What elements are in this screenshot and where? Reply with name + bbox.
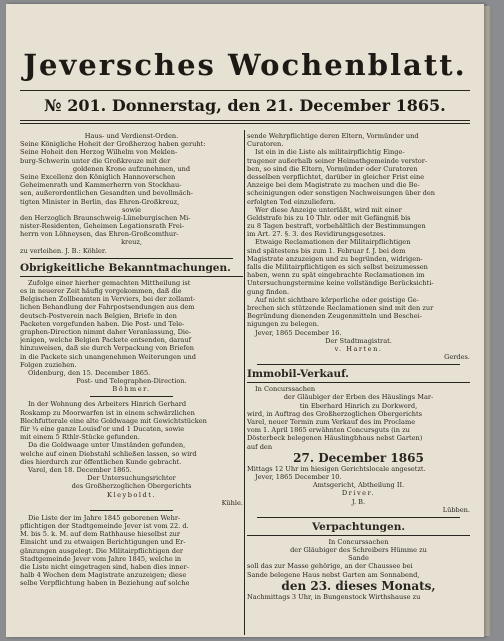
text-line: tigten Minister in Berlin, das Ehren-Großkreuz, xyxy=(20,197,180,206)
text-line: der Gläubiger der Erben des Häuslings Mar- xyxy=(283,393,434,402)
text-line: scheinigungen oder sonstigen Nachweisungen über den xyxy=(247,189,436,198)
announcement-conscripts-continued xyxy=(247,132,470,361)
text-line: Böhmer. xyxy=(112,385,151,394)
text-line: Packeten vorgefunden haben. Die Post- und Tele- xyxy=(20,319,185,328)
text-line: Auf nicht sichtbare körperliche oder geistige Ge- xyxy=(255,295,419,304)
text-line: Anzeige bei dem Magistrate zu machen und die Be- xyxy=(247,181,420,190)
text-line: Etwaige Reclamationen der Militairpflichtigen xyxy=(255,238,411,247)
text-line: ben, so sind die Eltern, Vormünder oder Curatoren xyxy=(247,164,418,173)
section-heading-property-sale: Immobil-Verkauf. xyxy=(247,368,470,383)
text-line: gung finden. xyxy=(247,287,290,296)
separator xyxy=(90,510,173,511)
text-line: Driver. xyxy=(341,489,376,498)
text-line: zu 8 Tagen bestraft, vorbehältlich der Bestimmungen xyxy=(247,222,426,231)
text-line: herrn von Löhneysen, das Ehren-Großcomthur- xyxy=(20,230,179,239)
issue-number: № 201. xyxy=(44,96,107,115)
text-line: wird, in Auftrag des Großherzoglichen Obergerichts xyxy=(247,409,423,418)
announcement-lease-end xyxy=(247,593,470,601)
text-line: Lübben. xyxy=(442,505,470,514)
text-line: sen, außerordentlichen Gesandten und bevollmäch- xyxy=(20,189,193,198)
issue-weekday: Donnerstag, xyxy=(111,96,222,115)
text-line: vom 1. April 1865 erwähnten Concursguts (in zu xyxy=(247,426,410,435)
text-line: kreuz, xyxy=(121,238,142,247)
text-line: Oldenburg, den 15. December 1865. xyxy=(28,368,151,377)
text-line: Mittags 12 Uhr im hiesigen Gerichtslocale angesetzt. xyxy=(247,464,426,473)
text-line: Geheimenrath und Kammerherrn von Stockhau- xyxy=(20,181,182,190)
separator xyxy=(30,258,233,259)
text-line: erfolgten Tod einzuliefern. xyxy=(247,197,336,206)
separator xyxy=(257,517,460,518)
text-line: Amtsgericht, Abtheilung II. xyxy=(312,481,405,490)
text-line: deutsch-Postverein nach Belgien, Briefe in den xyxy=(20,311,177,320)
text-line: Blechfutterale eine alte Goldwaage mit Gewichtstücken xyxy=(20,416,207,425)
text-line: nister-Residenten, Geheimen Legationsrath Frei- xyxy=(20,222,185,231)
announcement-lease xyxy=(247,538,470,579)
text-line: Geldstrafe bis zu 10 Thlr. oder mit Gefängniß bis xyxy=(247,213,411,222)
text-line: den Herzoglich Braunschweig-Lüneburgischen Mi- xyxy=(20,213,191,222)
text-line: sende Wehrpflichtige deren Eltern, Vormünder und xyxy=(247,132,419,140)
text-line: lichen Behandlung der Fahrpostsendungen aus dem xyxy=(20,303,195,312)
text-line: Folgen zuziehen. xyxy=(20,360,77,369)
text-line: tin Eberhard Hinrich zu Dorkwerd, xyxy=(299,401,418,410)
text-line: tragener außerhalb seiner Heimathgemeinde verstor- xyxy=(247,156,428,165)
lease-date: den 23. dieses Monats, xyxy=(281,578,436,593)
text-line: Seine Excellenz den Königlich Hannoverschen xyxy=(20,172,176,181)
text-line: Haus- und Verdienst-Orden. xyxy=(84,132,179,140)
announcement-conscripts xyxy=(20,514,243,588)
text-line: Curatoren. xyxy=(247,140,284,149)
text-line: haben, wenn zu spät eingebrachte Reclamationen im xyxy=(247,271,425,280)
text-line: Jever, 1865 December 16. xyxy=(255,328,342,337)
column-divider xyxy=(244,130,245,635)
issue-rule-top xyxy=(20,120,470,121)
text-line: Nachmittags 3 Uhr, in Bungenstock Wirthshause zu xyxy=(247,592,421,601)
text-line: falls die Militairpflichtigen es sich selbst beizumessen xyxy=(247,263,428,271)
left-column xyxy=(20,132,243,635)
section-heading-official: Obrigkeitliche Bekanntmachungen. xyxy=(20,262,243,277)
text-line: Sande belegene Haus nebst Garten am Sonnabend, xyxy=(247,570,420,579)
text-line: zu verleihen. J. B.: Köhler. xyxy=(20,246,107,255)
text-line: in die Packete sich unangenehmen Weiterungen und xyxy=(20,352,196,361)
text-line: J. B. xyxy=(351,497,366,506)
text-line: Die Liste der im Jahre 1845 geborenen Wehr- xyxy=(28,513,181,522)
text-line: Seine Königliche Hoheit der Großherzog haben geruht: xyxy=(20,140,206,149)
text-line: Ist ein in die Liste als militairpflichtig Einge- xyxy=(255,148,405,157)
section-heading-leases: Verpachtungen. xyxy=(247,521,470,536)
text-line: Zufolge einer hierher gemachten Mittheilung ist xyxy=(28,278,191,287)
text-line: desselben verpflichtet, darüber in gleicher Frist eine xyxy=(247,172,425,181)
text-line: hinzuweisen, daß sie durch Verpackung von Briefen xyxy=(20,344,194,353)
text-line: Der Untersuchungsrichter xyxy=(87,474,176,483)
text-line: sowie xyxy=(121,205,141,214)
text-line: Varel, den 18. December 1865. xyxy=(28,465,132,474)
text-line: In der Wohnung des Arbeiters Hinrich Gerhard xyxy=(28,400,187,409)
announcement-goldscale xyxy=(20,400,243,506)
text-line: Wer diese Anzeige unterläßt, wird mit einer xyxy=(255,205,402,214)
text-line: Kühle. xyxy=(221,498,243,507)
text-line: die Liste nicht eingetragen sind, haben dies inner- xyxy=(20,563,189,571)
text-line: Untersuchungstermine keine vollständige Berücksichti- xyxy=(247,279,434,288)
sale-date: 27. December 1865 xyxy=(293,450,424,465)
text-line: In Concurssachen xyxy=(328,537,389,546)
text-line: Varel, neuer Termin zum Verkauf des im Proclame xyxy=(247,418,416,426)
text-line: Da die Goldwaage unter Umständen gefunden, xyxy=(28,441,186,450)
announcement-property-end xyxy=(247,465,470,514)
text-line: Einsicht und zu etwaigen Berichtigungen und Er- xyxy=(20,538,186,547)
text-line: im Art. 27. §. 3. des Revidirungsgesetzes. xyxy=(247,230,386,239)
separator xyxy=(257,364,460,365)
text-line: Sande xyxy=(348,554,369,563)
text-line: nigungen zu belegen. xyxy=(247,320,319,329)
text-line: welche auf einen Diebstahl schließen lassen, so wird xyxy=(20,449,197,458)
text-line: der Gläubiger des Schreibers Hümme zu xyxy=(290,546,427,555)
text-line: Begründung dienenden Zeugenmitteln und Beschei- xyxy=(247,312,422,321)
issue-line xyxy=(20,96,470,115)
text-line: goldenen Krone aufzunehmen, und xyxy=(72,164,191,173)
text-line: graphen-Direction nimmt daher Veranlassung, Die- xyxy=(20,327,192,336)
text-line: brechen sich stützende Reclamationen sind mit den zur xyxy=(247,303,434,312)
text-line: Magistrate anzuzeigen und zu begründen, widrigen- xyxy=(247,254,423,263)
right-column xyxy=(247,132,470,635)
text-line: auf den xyxy=(247,442,273,451)
issue-rule-bottom xyxy=(20,123,470,124)
newspaper-page xyxy=(6,4,484,637)
announcement-orders xyxy=(20,132,243,255)
issue-date: den 21. December 1865. xyxy=(227,96,446,115)
text-line: In Concurssachen xyxy=(255,385,316,394)
text-line: halb 4 Wochen dem Magistrate anzuzeigen; diese xyxy=(20,571,187,580)
separator xyxy=(90,396,173,397)
text-line: v. Harten. xyxy=(334,344,383,353)
announcement-property xyxy=(247,385,470,451)
text-line: selbe Verpflichtung haben in Beziehung auf solche xyxy=(20,579,190,588)
text-line: jenigen, welche Belgien Packete entsenden, darauf xyxy=(20,336,192,345)
text-line: des Großherzoglichen Obergerichts xyxy=(71,482,192,491)
text-line: Roskamp zu Moorwarfen ist in einem schwärzlichen xyxy=(20,408,195,417)
text-line: Post- und Telegraphen-Direction. xyxy=(76,377,187,386)
text-line: sind spätestens bis zum 1. Februar f. J. bei dem xyxy=(247,246,406,255)
text-line: Gerdes. xyxy=(444,353,470,362)
page-edge xyxy=(484,6,492,636)
text-line: Belgischen Zollbeamten in Verviers, bei der zollamt- xyxy=(20,295,196,304)
text-line: Jever, 1865 December 10. xyxy=(255,472,342,481)
announcement-post xyxy=(20,279,243,394)
text-line: soll das zur Masse gehörige, an der Chaussee bei xyxy=(247,562,413,571)
text-line: mit einem 5 Rthlr-Stücke gefunden. xyxy=(20,433,140,442)
text-line: Dösterbeck belegenen Häuslingbhaus nebst Garten) xyxy=(247,434,423,443)
masthead-rule xyxy=(20,90,470,91)
text-line: es in neuerer Zeit häufig vorgekommen, daß die xyxy=(20,287,182,295)
text-line: dies hierdurch zur öffentlichen Kunde gebracht. xyxy=(20,457,182,466)
text-line: Stadtgemeinde Jever vom Jahre 1845, welche in xyxy=(20,554,182,563)
text-line: Kleyboldt. xyxy=(107,490,156,499)
text-line: gänzungen ausgelegt. Die Militairpflichtigen der xyxy=(20,546,184,555)
text-line: pflichtigen der Stadtgemeinde Jever ist vom 22. d. xyxy=(20,522,189,531)
text-line: für ¼ eine ganze Louisd'or und 1 Ducaten, sowie xyxy=(20,425,185,433)
text-line: burg-Schwerin unter die Großkreuze mit der xyxy=(20,156,171,165)
masthead: Jeversches Wochenblatt. xyxy=(23,48,467,82)
text-line: Seine Hoheit den Herzog Wilhelm von Meklen- xyxy=(20,148,178,157)
text-line: M. bis 5. k. M. auf dem Rathhause hieselbst zur xyxy=(20,530,181,539)
text-line: Der Stadtmagistrat. xyxy=(325,336,392,345)
